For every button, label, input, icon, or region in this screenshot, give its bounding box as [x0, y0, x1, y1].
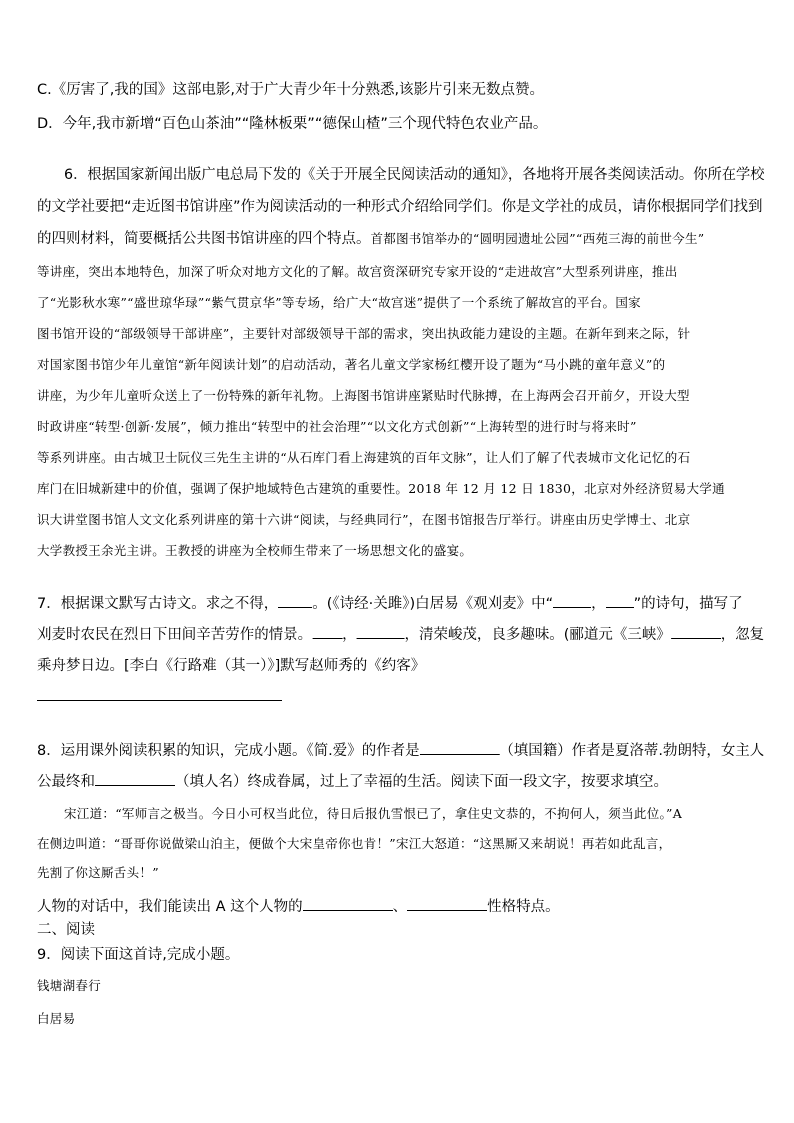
- q8-text: （填国籍）作者是夏洛蒂.勃朗特，女主人: [499, 743, 765, 759]
- q8-line: [37, 771, 668, 792]
- q7-text: 。(《诗经·关雎》)白居易《观刈麦》中“: [312, 596, 554, 612]
- q6-material-line: 了“光影秋水寒”“盛世琼华琭”“紫气贯京华”等专场，给广大“故宫迷”提供了一个系统了解故宫的平台。国家: [37, 295, 641, 310]
- q5-option-d: D．今年,我市新增“百色山茶油”“隆林板栗”“德保山楂”三个现代特色农业产品。: [37, 116, 548, 132]
- q8-passage-line: 宋江道：“军师言之极当。今日小可权当此位，待日后报仇雪恨已了，拿住史文恭的，不拘何人，须当此位。”A: [64, 806, 683, 821]
- q8-text: 人物的对话中，我们能读出 A 这个人物的: [37, 899, 303, 915]
- q7-text: ”的诗句，描写了: [633, 596, 743, 612]
- section-heading: 二、阅读: [37, 922, 95, 938]
- q7-line: [37, 624, 764, 645]
- q6-prompt: 的四则材料，简要概括公共图书馆讲座的四个特点。: [37, 231, 371, 247]
- q7-text: ，清荣峻茂，良多趣味。(郦道元《三峡》: [404, 627, 671, 643]
- answer-blank[interactable]: [312, 624, 342, 639]
- answer-blank[interactable]: [553, 593, 591, 608]
- answer-blank[interactable]: [407, 896, 487, 911]
- answer-blank[interactable]: [357, 624, 405, 639]
- q8-text: 、: [392, 899, 408, 915]
- q6-material-line: 等讲座，突出本地特色，加深了听众对地方文化的了解。故宫资深研究专家开设的“走进故宫”大型系列讲座，推出: [37, 264, 678, 279]
- q6-material-line: 图书馆开设的“部级领导干部讲座”，主要针对部级领导干部的需求，突出执政能力建设的主题。在新年到来之际，针: [37, 326, 691, 341]
- q7-line: 乘舟梦日边。[李白《行路难（其一）》]默写赵师秀的《约客》: [37, 658, 426, 674]
- q8-text: 8．运用课外阅读积累的知识，完成小题。《简.爱》的作者是: [37, 743, 420, 759]
- q6-material-line: 讲座，为少年儿童听众送上了一份特殊的新年礼物。上海图书馆讲座紧贴时代脉搏，在上海两会召开前夕，开设大型: [37, 388, 690, 403]
- q6-material: 首都图书馆举办的“圆明园遗址公园”“西苑三海的前世今生”: [370, 231, 705, 246]
- q6-line: [37, 229, 704, 249]
- answer-blank[interactable]: [420, 740, 500, 755]
- q8-text: 公最终和: [37, 774, 95, 790]
- q7-text: ，忽复: [720, 627, 765, 643]
- poem-title: 钱塘湖春行: [37, 978, 102, 993]
- q6-material-line: 时政讲座“转型·创新·发展”，倾力推出“转型中的社会治理”“以文化方式创新”“上海转型的进行时与将来时”: [37, 419, 637, 434]
- q6-material-line: 大学教授王余光主讲。王教授的讲座为全校师生带来了一场思想文化的盛宴。: [37, 543, 473, 558]
- q7-line: [37, 593, 743, 614]
- q8-line: [37, 740, 764, 761]
- q7-text: 刈麦时农民在烈日下田间辛苦劳作的情景。: [37, 627, 313, 643]
- q8-passage-line: 先割了你这厮舌头！”: [37, 865, 159, 880]
- q8-text: （填人名）终成眷属，过上了幸福的生活。阅读下面一段文字，按要求填空。: [175, 774, 668, 790]
- q9-prompt: 9．阅读下面这首诗,完成小题。: [37, 947, 240, 963]
- q6-line: 6．根据国家新闻出版广电总局下发的《关于开展全民阅读活动的通知》，各地将开展各类阅读活动。你所在学校: [64, 167, 765, 183]
- q6-material-line: 库门在旧城新建中的价值，强调了保护地域特色古建筑的重要性。2018 年 12 月 12 日 1830，北京对外经济贸易大学通: [37, 481, 725, 496]
- answer-blank[interactable]: [303, 896, 393, 911]
- answer-blank[interactable]: [95, 771, 175, 786]
- poem-author: 白居易: [37, 1011, 76, 1026]
- q6-line: 的文学社要把“走近图书馆讲座”作为阅读活动的一种形式介绍给同学们。你是文学社的成员，请你根据同学们找到: [37, 199, 763, 215]
- q8-line: [37, 896, 560, 917]
- q5-option-c: C.《厉害了,我的国》这部电影,对于广大青少年十分熟悉,该影片引来无数点赞。: [37, 82, 545, 98]
- answer-blank[interactable]: [606, 593, 634, 608]
- q6-material-line: 识大讲堂图书馆人文文化系列讲座的第十六讲“阅读，与经典同行”，在图书馆报告厅举行。讲座由历史学博士、北京: [37, 512, 691, 527]
- q7-text: ，: [591, 596, 606, 612]
- answer-blank[interactable]: [671, 624, 721, 639]
- answer-blank[interactable]: [278, 593, 312, 608]
- answer-line[interactable]: [37, 700, 282, 701]
- q7-text: 7．根据课文默写古诗文。求之不得，: [37, 596, 279, 612]
- q8-text: 性格特点。: [487, 899, 560, 915]
- q8-passage-line: 在侧边叫道：“哥哥你说做梁山泊主，便做个大宋皇帝你也肯！”宋江大怒道：“这黑厮又来胡说！再若如此乱言，: [37, 836, 672, 851]
- q7-text: ，: [342, 627, 357, 643]
- q6-material-line: 等系列讲座。由古城卫士阮仪三先生主讲的“从石库门看上海建筑的百年文脉”，让人们了解了代表城市文化记忆的石: [37, 450, 691, 465]
- q6-material-line: 对国家图书馆少年儿童馆“新年阅读计划”的启动活动，著名儿童文学家杨红樱开设了题为“马小跳的童年意义”的: [37, 357, 666, 372]
